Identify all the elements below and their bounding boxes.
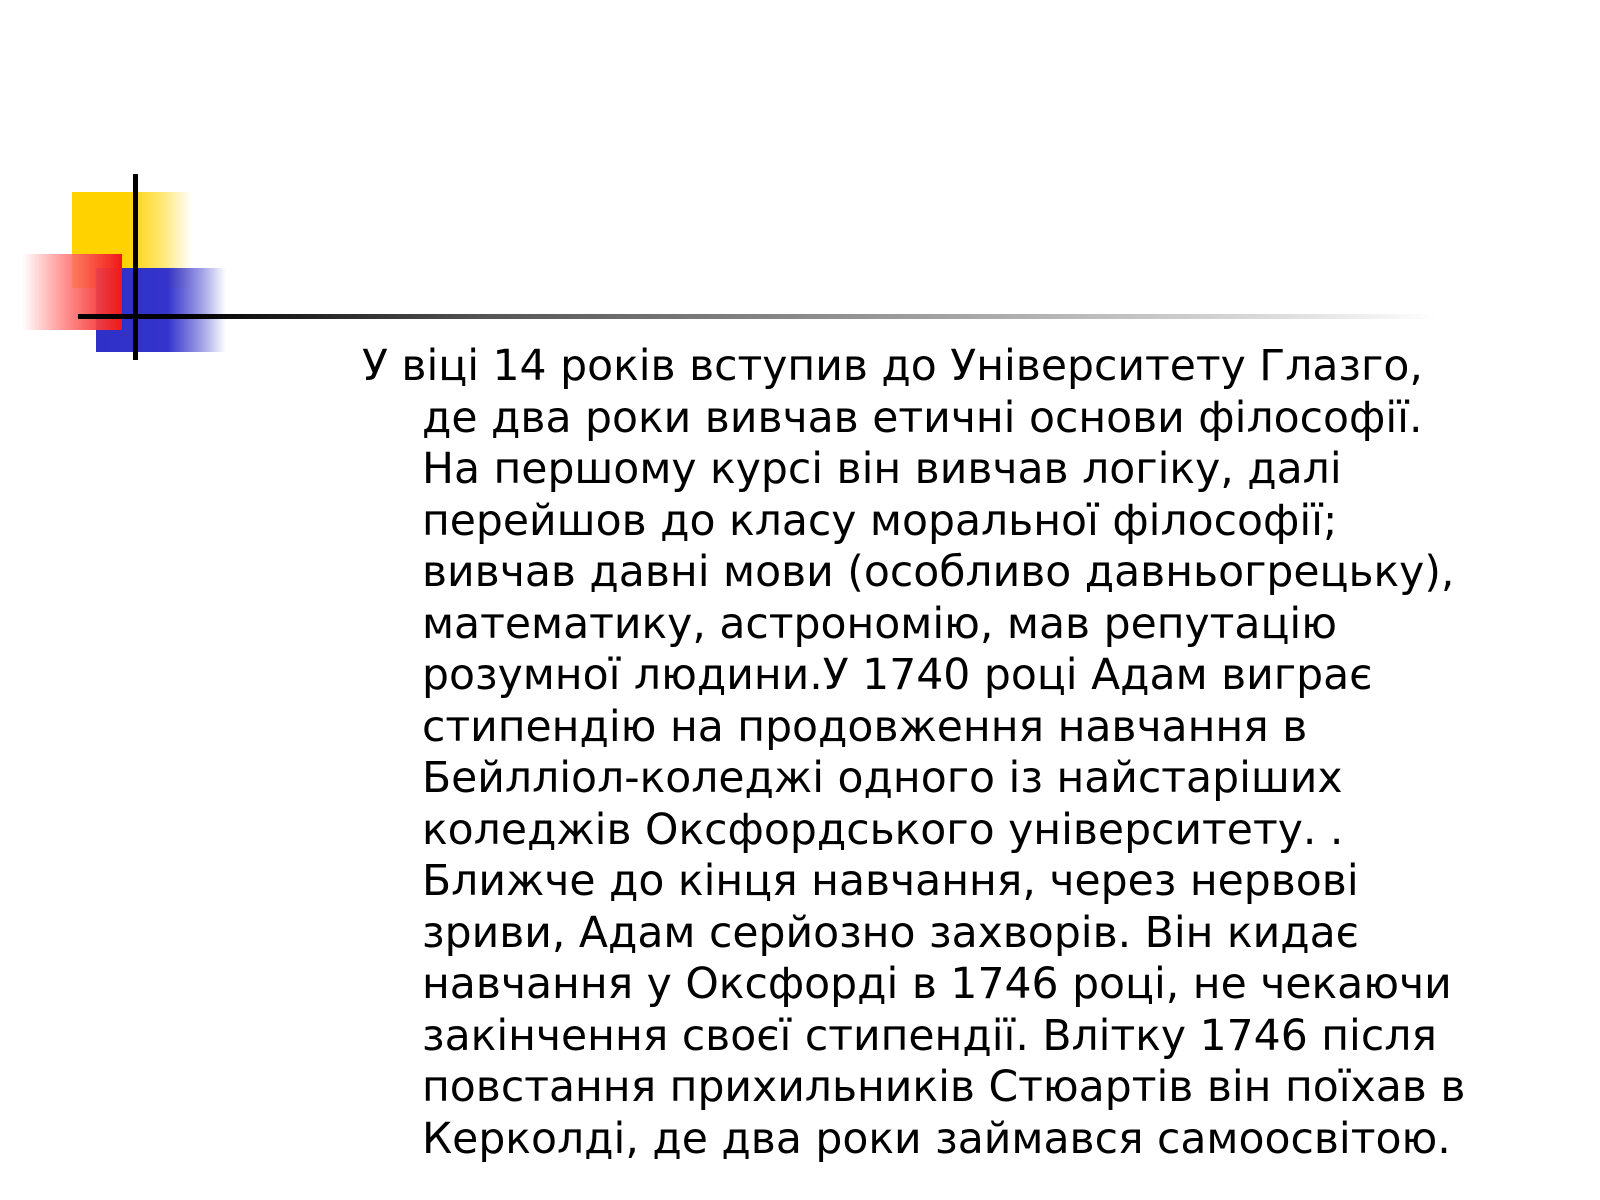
decor-horizontal-rule — [78, 314, 1438, 319]
decor-vertical-line — [133, 174, 138, 360]
slide-body-text: У віці 14 років вступив до Університету Глазго, де два роки вивчав етичні основи філософії. На першому курсі він вивчав логіку, далі перейшов до класу моральної філософії; вивчав давні мови (особливо давньогрецьку), математику, астрономію, мав репутацію розумної людини.У 1740 році Адам виграє стипендію на продовження навчання в Бейлліол-коледжі одного із найстаріших коледжів Оксфордського університету. . Ближче до кінця навчання, через нервові зриви, Адам серйозно захворів. Він кидає навчання у Оксфорді в 1746 році, не чекаючи закінчення своєї стипендії. Влітку 1746 після повстання прихильників Стюартів він поїхав в Керколді, де два роки займався самоосвітою. — [362, 342, 1466, 1164]
